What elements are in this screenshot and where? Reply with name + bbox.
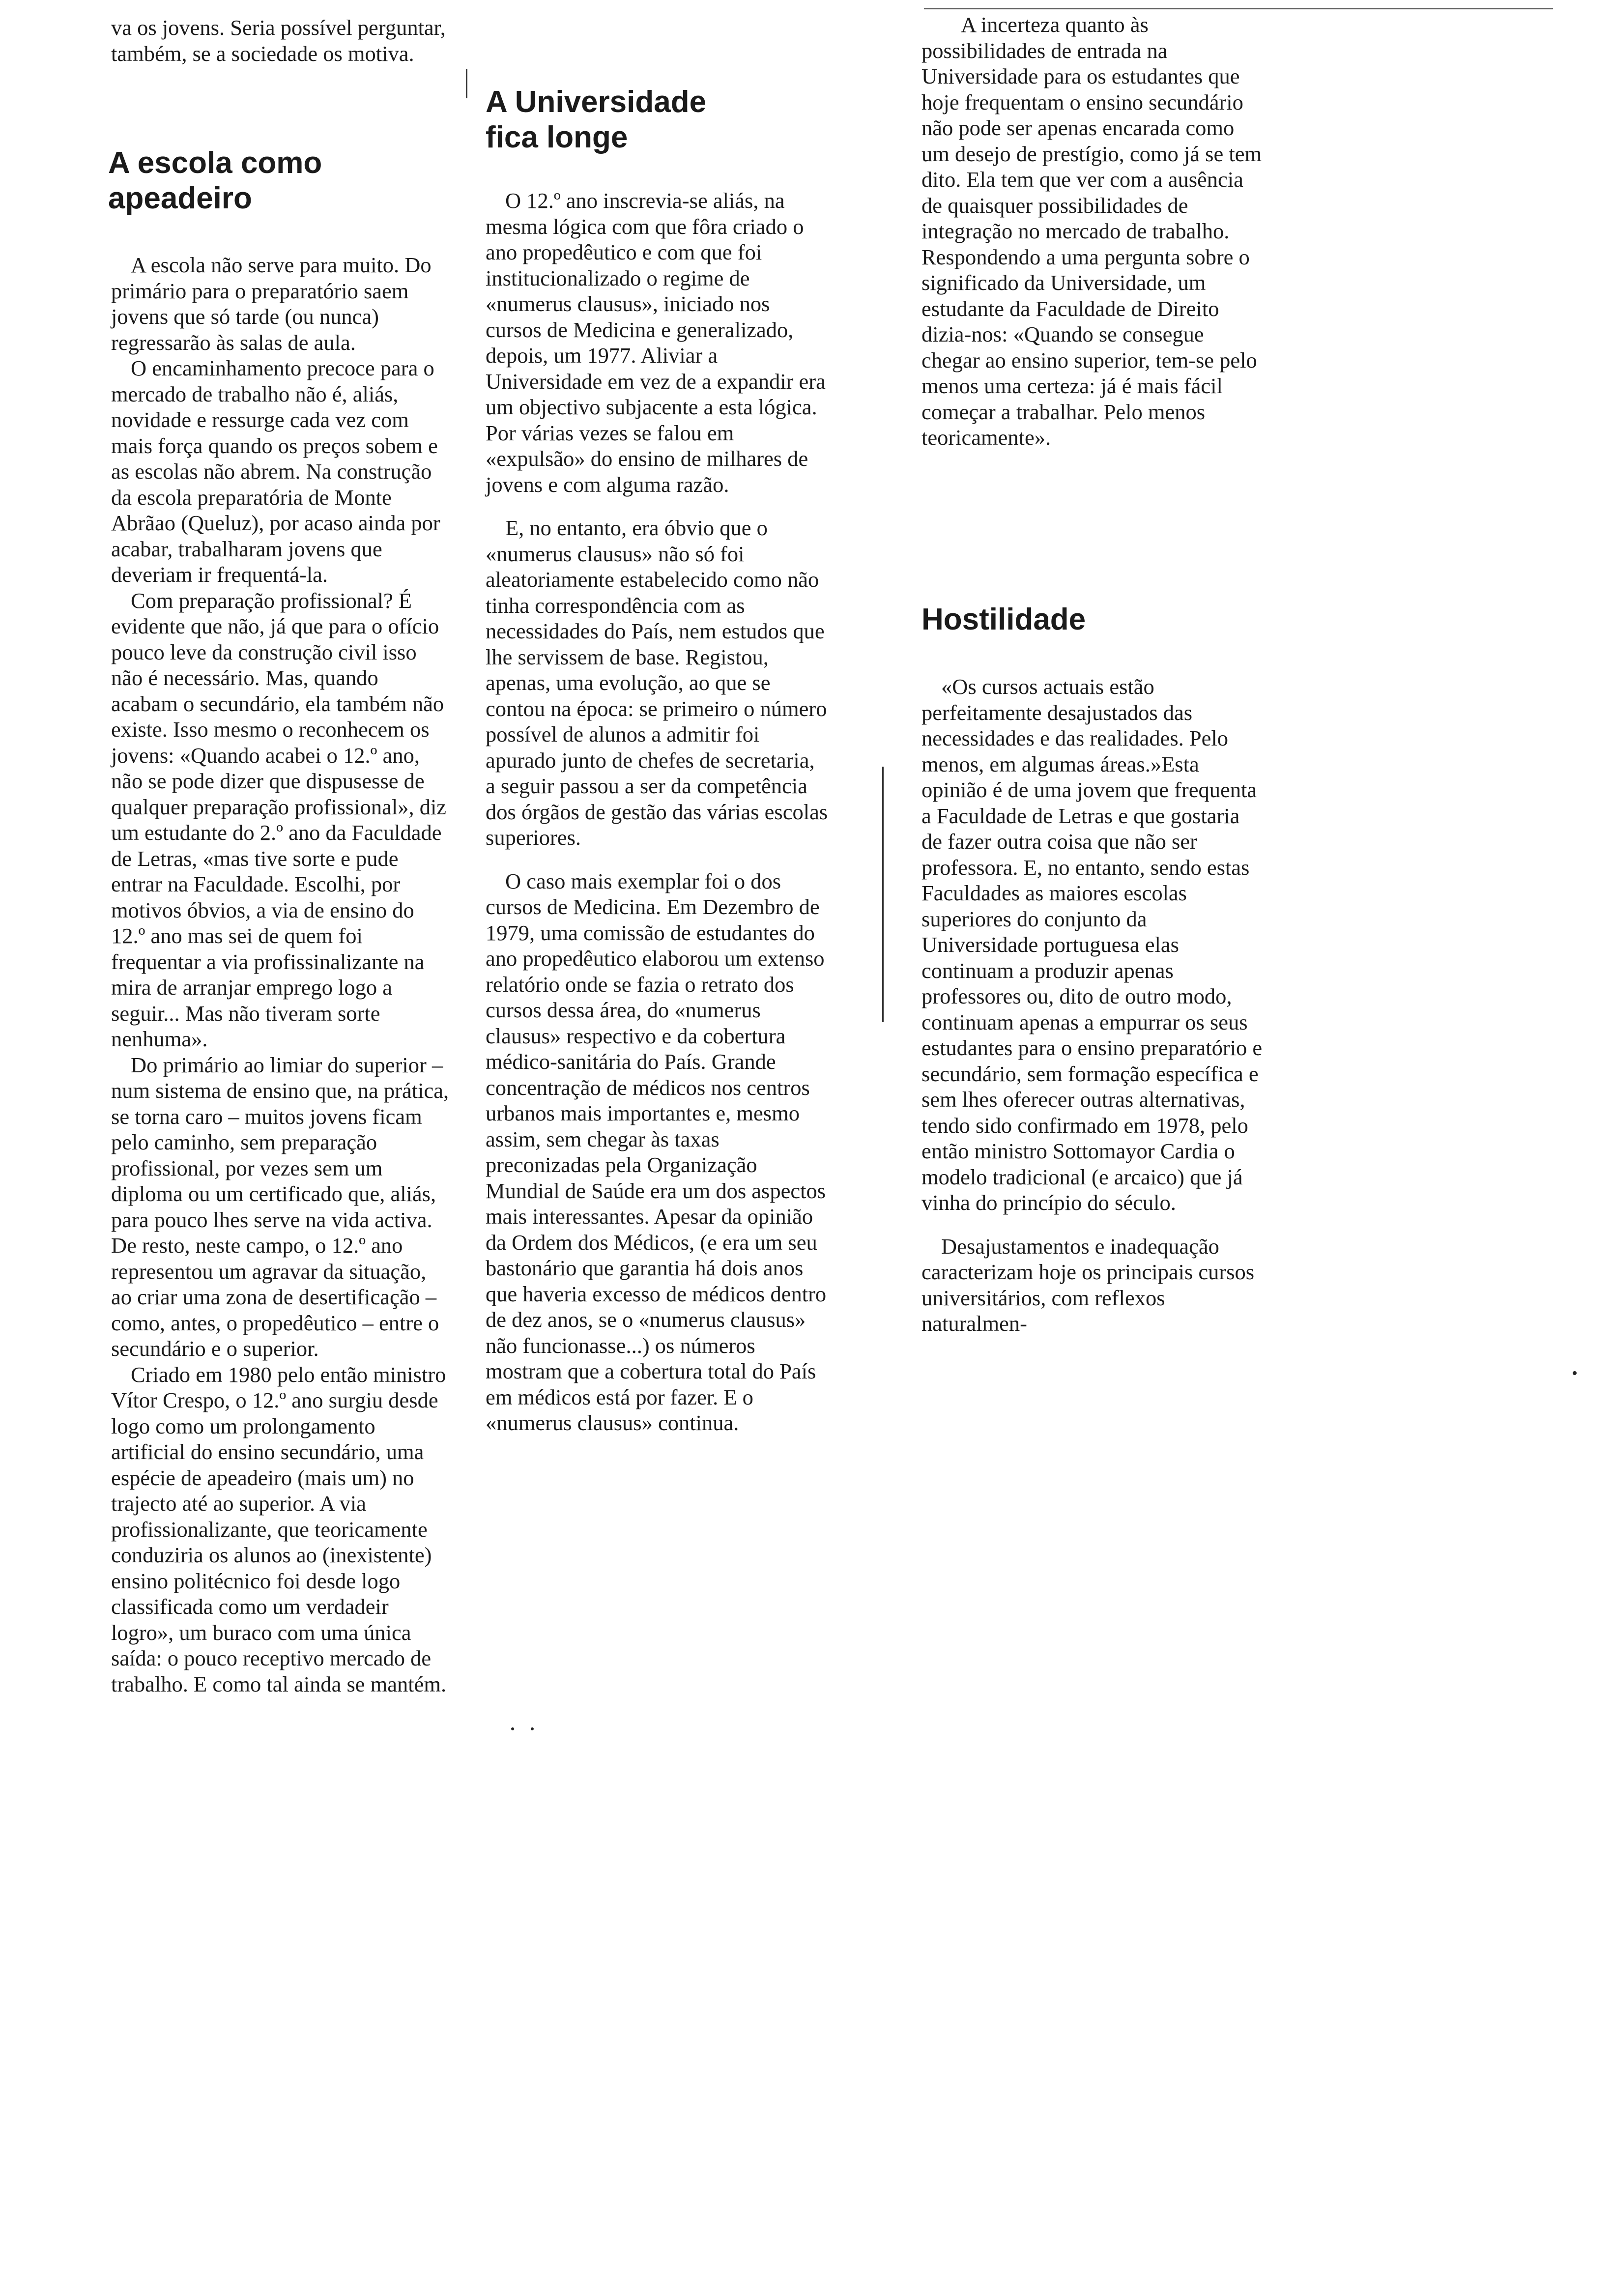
scan-speck <box>511 1727 514 1730</box>
paragraph: Com preparação profissional? É evidente que não, já que para o ofício pouco leve da construção civil isso não é necessário. Mas, quando acabam o secundário, ela também não existe. Isso mesmo o reconhecem os jovens: «Quando acabei o 12.º ano, não se pode dizer que dispusesse de qualquer preparação profissional», diz um estudante do 2.º ano da Faculdade de Letras, «mas tive sorte e pude entrar na Faculdade. Escolhi, por motivos óbvios, a via de ensino do 12.º ano mas sei de quem foi frequentar a via profissinalizante na mira de arranjar emprego logo a seguir... Mas não tiveram sorte nenhuma». <box>111 588 447 1051</box>
paragraph: O caso mais exemplar foi o dos cursos de Medicina. Em Dezembro de 1979, uma comissão de estudantes do ano propedêutico elaborou um extenso relatório onde se fazia o retrato dos cursos dessa área, do «numerus clausus» respectivo e da cobertura médico-sanitária do País. Grande concentração de médicos nos centros urbanos mais importantes e, mesmo assim, sem chegar às taxas preconizadas pela Organização Mundial de Saúde era um dos aspectos mais interessantes. Apesar da opinião da Ordem dos Médicos, (e era um seu bastonário que garantia há dois anos que haveria excesso de médicos dentro de dez anos, se o «numerus clausus» não funcionasse...) os números mostram que a cobertura total do País em médicos está por fazer. E o «numerus clausus» continua. <box>486 868 827 1435</box>
column-3-body <box>921 674 1266 1337</box>
scan-speck <box>531 1727 534 1730</box>
section-heading-hostilidade: Hostilidade <box>921 603 1086 636</box>
paragraph: «Os cursos actuais estão perfeitamente desajustados das necessidades e das realidades. Pelo menos, em algumas áreas.»Esta opinião é de uma jovem que frequenta a Faculdade de Letras e que gostaria de fazer outra coisa que não ser professora. E, no entanto, sendo estas Faculdades as maiores escolas superiores do conjunto da Universidade portuguesa elas continuam a produzir apenas professores ou, dito de outro modo, continuam apenas a empurrar os seus estudantes para o ensino preparatório e secundário, sem formação específica e sem lhes oferecer outras alternativas, tendo sido confirmado em 1978, pelo então ministro Sottomayor Cardia o modelo tradicional (e arcaico) que já vinha do princípio do século. <box>921 674 1263 1215</box>
column-2-body <box>486 188 830 1436</box>
paragraph: E, no entanto, era óbvio que o «numerus clausus» não só foi aleatoriamente estabelecido como não tinha correspondência com as necessidades do País, nem estudos que lhe servissem de base. Registou, apenas, uma evolução, ao que se contou na época: se primeiro o número possível de alunos a admitir foi apurado junto de chefes de secretaria, a seguir passou a ser da competência dos órgãos de gestão das várias escolas superiores. <box>486 516 828 850</box>
top-rule <box>924 8 1553 9</box>
section-heading-escola: A escola como apeadeiro <box>108 146 322 215</box>
column-divider-right <box>882 767 884 1022</box>
paragraph: A escola não serve para muito. Do primário para o preparatório saem jovens que só tarde (ou nunca) regressarão às salas de aula. <box>111 253 432 355</box>
paragraph: Criado em 1980 pelo então ministro Vítor Crespo, o 12.º ano surgiu desde logo como um prolongamento artificial do ensino secundário, uma espécie de apeadeiro (mais um) no trajecto até ao superior. A via profissionalizante, que teoricamente conduziria os alunos ao (inexistente) ensino politécnico foi desde logo classificada como um verdadeir logro», um buraco com uma única saída: o pouco receptivo mercado de trabalho. E como tal ainda se mantém. <box>111 1362 447 1696</box>
column-divider-left <box>466 69 467 98</box>
paragraph: Desajustamentos e inadequação caracterizam hoje os principais cursos universitários, com reflexos naturalmen- <box>921 1234 1255 1336</box>
column-1-continuation: va os jovens. Seria possível perguntar, também, se a sociedade os motiva. <box>111 15 446 66</box>
column-3-continuation-block <box>921 12 1266 451</box>
paragraph: O 12.º ano inscrevia-se aliás, na mesma lógica com que fôra criado o ano propedêutico e com que foi institucionalizado o regime de «numerus clausus», iniciado nos cursos de Medicina e generalizado, depois, um 1977. Aliviar a Universidade em vez de a expandir era um objectivo subjacente a esta lógica. Por várias vezes se falou em «expulsão» do ensino de milhares de jovens e com alguma razão. <box>486 188 826 497</box>
column-3-continuation: A incerteza quanto às possibilidades de entrada na Universidade para os estudantes que hoje frequentam o ensino secundário não pode ser apenas encarada como um desejo de prestígio, como já se tem dito. Ela tem que ver com a ausência de quaisquer possibilidades de integração no mercado de trabalho. Respondendo a uma pergunta sobre o significado da Universidade, um estudante da Faculdade de Direito dizia-nos: «Quando se consegue chegar ao ensino superior, tem-se pelo menos uma certeza: já é mais fácil começar a trabalhar. Pelo menos teoricamente». <box>921 12 1262 450</box>
paragraph: Do primário ao limiar do superior – num sistema de ensino que, na prática, se torna caro – muitos jovens ficam pelo caminho, sem preparação profissional, por vezes sem um diploma ou um certificado que, aliás, para pouco lhes serve na vida activa. De resto, neste campo, o 12.º ano representou um agravar da situação, ao criar uma zona de desertificação – como, antes, o propedêutico – entre o secundário e o superior. <box>111 1052 449 1361</box>
paragraph: O encaminhamento precoce para o mercado de trabalho não é, aliás, novidade e ressurge cada vez com mais força quando os preços sobem e as escolas não abrem. Na construção da escola preparatória de Monte Abrãao (Queluz), por acaso ainda por acabar, trabalharam jovens que deveriam ir frequentá-la. <box>111 356 440 587</box>
scan-speck <box>1573 1371 1577 1375</box>
section-heading-universidade: A Universidade fica longe <box>486 85 707 154</box>
column-1-body <box>111 252 449 1697</box>
